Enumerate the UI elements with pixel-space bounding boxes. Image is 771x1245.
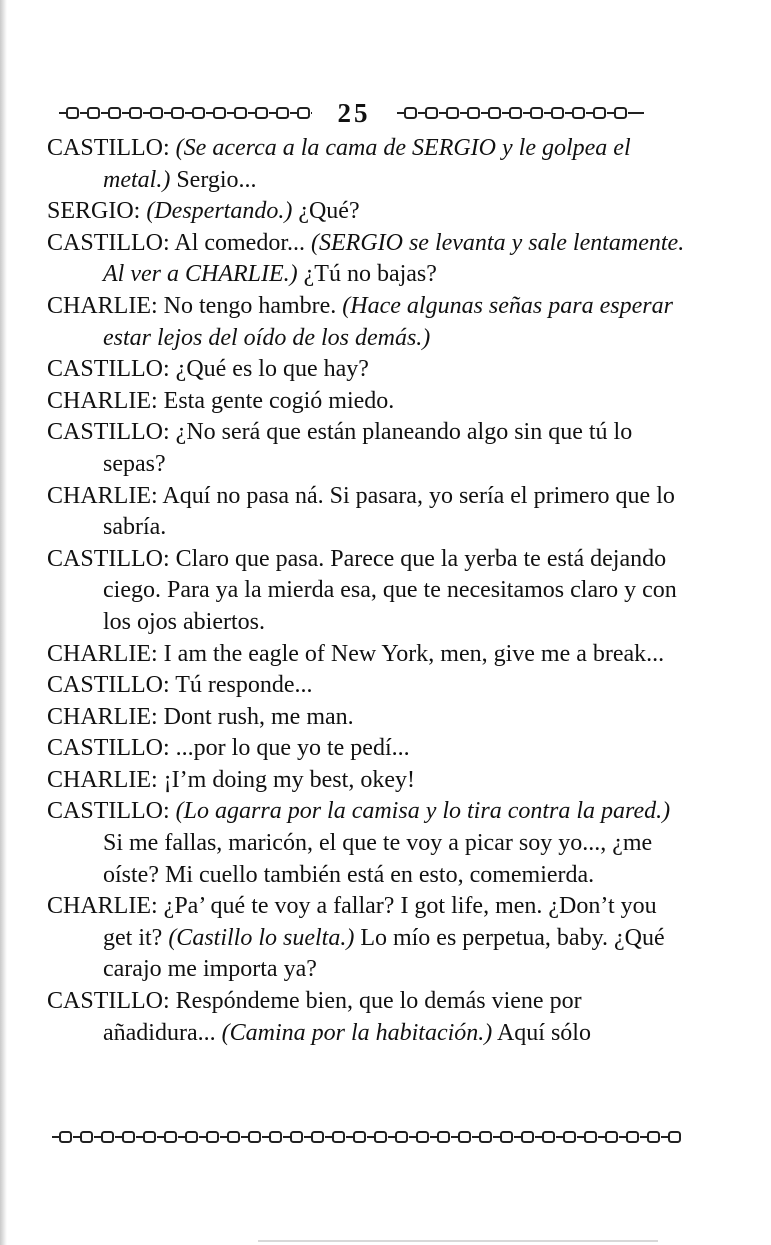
chain-ornament-left [59, 106, 312, 120]
speaker-name: CASTILLO: [47, 419, 170, 446]
speech-text: Respóndeme bien, que lo demás viene por añadidura... [103, 988, 582, 1046]
dialogue-line [47, 133, 687, 196]
dialogue-line [47, 417, 687, 480]
speaker-name: CASTILLO: [47, 356, 170, 383]
stage-direction: (Se acerca a la cama de SERGIO y le golpea el metal.) [103, 135, 631, 193]
speech-text: ¿Tú no bajas? [297, 261, 437, 288]
dialogue-line [47, 639, 687, 671]
speech-text: ¿No será que están planeando algo sin que tú lo sepas? [103, 419, 633, 477]
stage-direction: (Camina por la habitación.) [221, 1019, 493, 1046]
speech-text: Tú responde... [175, 672, 313, 699]
speech-text: ¿Pa’ qué te voy a fallar? I got life, men. ¿Don’t you get it? [103, 893, 657, 951]
speech-text: Aquí no pasa ná. Si pasara, yo sería el primero que lo sabría. [103, 482, 675, 541]
dialogue-line [47, 196, 687, 228]
dialogue-line [47, 291, 687, 354]
dialogue-line [47, 544, 687, 639]
page-bottom-edge [258, 1240, 658, 1242]
speech-text: No tengo hambre. [163, 292, 343, 319]
script-text [47, 133, 687, 1049]
speech-text: I am the eagle of New York, men, give me a break... [163, 640, 665, 667]
speech-text: Claro que pasa. Parece que la yerba te está dejando ciego. Para ya la mierda esa, que te necesitamos claro y con los ojos abiertos. [103, 545, 677, 635]
dialogue-line [47, 670, 687, 702]
speaker-name: CHARLIE: [47, 703, 158, 730]
dialogue-line [47, 986, 687, 1049]
speech-text: ¿Qué? [292, 198, 360, 225]
speech-text: Si me fallas, maricón, el que te voy a picar soy yo..., ¿me oíste? Mi cuello también está en esto, comemierda. [103, 830, 653, 888]
dialogue-line [47, 891, 687, 986]
speech-text: ...por lo que yo te pedí... [175, 735, 410, 762]
dialogue-line [47, 733, 687, 765]
speech-text: ¡I’m doing my best, okey! [163, 766, 415, 793]
speaker-name: CASTILLO: [47, 988, 170, 1015]
page-edge-shadow [0, 0, 7, 1245]
speaker-name: CHARLIE: [47, 893, 158, 920]
chain-ornament-footer [52, 1130, 682, 1144]
speaker-name: CASTILLO: [47, 735, 170, 762]
dialogue-line [47, 796, 687, 891]
dialogue-line [47, 765, 687, 797]
speech-text: Esta gente cogió miedo. [163, 387, 395, 414]
speech-text: Sergio... [170, 166, 257, 193]
speech-text: ¿Qué es lo que hay? [175, 356, 369, 383]
stage-direction: (Despertando.) [146, 198, 293, 225]
speech-text: Al comedor... [174, 229, 311, 256]
speech-text: Aquí sólo [492, 1019, 591, 1046]
speaker-name: CASTILLO: [47, 798, 170, 825]
speaker-name: CASTILLO: [47, 545, 170, 572]
stage-direction: (Castillo lo suelta.) [168, 924, 355, 951]
speaker-name: SERGIO: [47, 198, 141, 225]
dialogue-line [47, 386, 687, 418]
chain-ornament-right [397, 106, 644, 120]
speaker-name: CHARLIE: [47, 387, 158, 414]
speaker-name: CHARLIE: [47, 482, 158, 509]
page-header [60, 93, 642, 133]
speech-text: Dont rush, me man. [163, 703, 354, 730]
speaker-name: CHARLIE: [47, 292, 158, 319]
speech-text: Lo mío es perpetua, baby. ¿Qué carajo me importa ya? [103, 924, 665, 983]
speaker-name: CHARLIE: [47, 640, 158, 667]
page-number: 25 [337, 98, 371, 128]
speaker-name: CASTILLO: [47, 672, 170, 699]
dialogue-line [47, 702, 687, 734]
dialogue-line [47, 354, 687, 386]
speaker-name: CASTILLO: [47, 135, 170, 161]
dialogue-line [47, 481, 687, 544]
stage-direction: (Hace algunas señas para esperar estar lejos del oído de los demás.) [103, 292, 673, 351]
speaker-name: CHARLIE: [47, 766, 158, 793]
stage-direction: (SERGIO se levanta y sale lentamente. Al ver a CHARLIE.) [103, 229, 685, 288]
speaker-name: CASTILLO: [47, 229, 170, 256]
dialogue-line [47, 228, 687, 291]
stage-direction: (Lo agarra por la camisa y lo tira contra la pared.) [175, 798, 671, 825]
